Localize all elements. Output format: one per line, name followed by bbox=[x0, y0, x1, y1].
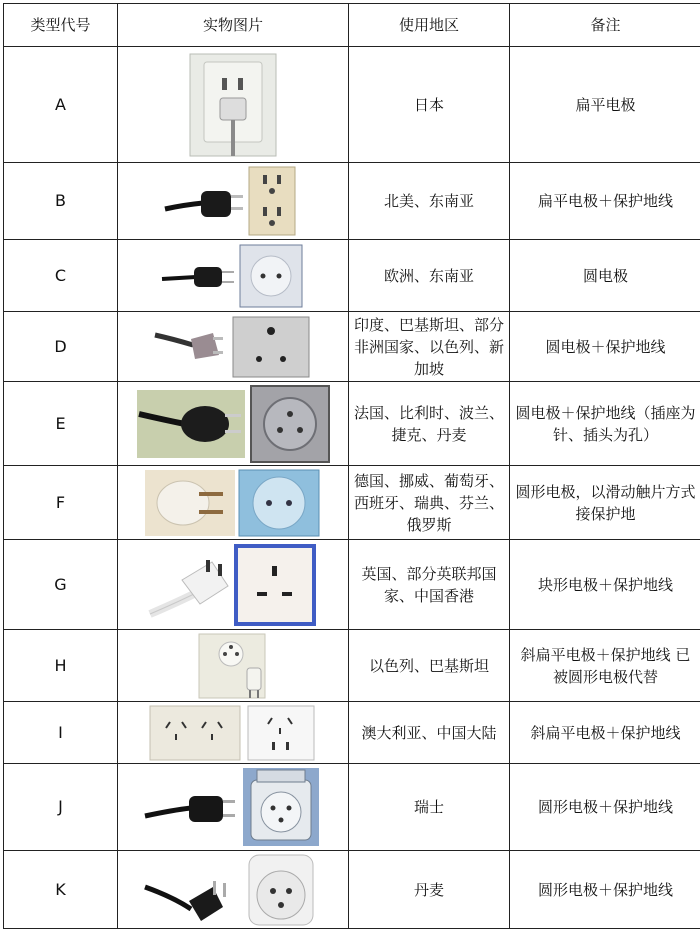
type-code: E bbox=[4, 382, 118, 466]
region: 法国、比利时、波兰、捷克、丹麦 bbox=[349, 382, 510, 466]
photo-cell bbox=[118, 851, 349, 929]
note: 块形电极＋保护地线 bbox=[510, 540, 700, 630]
note: 斜扁平电极＋保护地线 已被圆形电极代替 bbox=[510, 630, 700, 702]
note: 扁平电极 bbox=[510, 47, 700, 163]
type-code: J bbox=[4, 764, 118, 851]
table-row bbox=[4, 382, 700, 466]
french-plug-socket-image bbox=[135, 384, 331, 464]
note: 圆电极＋保护地线（插座为针、插头为孔） bbox=[510, 382, 700, 466]
table-row bbox=[4, 630, 700, 702]
photo-cell bbox=[118, 47, 349, 163]
photo-cell bbox=[118, 764, 349, 851]
photo-cell bbox=[118, 466, 349, 540]
note: 圆电极 bbox=[510, 240, 700, 312]
table-row bbox=[4, 47, 700, 163]
photo-cell bbox=[118, 163, 349, 240]
uk-plug-socket-image bbox=[148, 542, 318, 628]
table-row bbox=[4, 240, 700, 312]
photo-cell bbox=[118, 540, 349, 630]
table-row bbox=[4, 312, 700, 382]
us-plug-socket-image bbox=[163, 165, 303, 237]
type-code: H bbox=[4, 630, 118, 702]
table-row bbox=[4, 163, 700, 240]
japan-socket-image bbox=[188, 52, 278, 158]
photo-cell bbox=[118, 382, 349, 466]
photo-cell bbox=[118, 312, 349, 382]
israel-socket-plug-image bbox=[173, 632, 293, 700]
type-code: G bbox=[4, 540, 118, 630]
table-row bbox=[4, 851, 700, 929]
note: 圆形电极，以滑动触片方式接保护地 bbox=[510, 466, 700, 540]
header-photo: 实物图片 bbox=[118, 4, 349, 47]
table-row bbox=[4, 466, 700, 540]
german-plug-socket-image bbox=[143, 468, 323, 538]
region: 德国、挪威、葡萄牙、西班牙、瑞典、芬兰、俄罗斯 bbox=[349, 466, 510, 540]
type-code: D bbox=[4, 312, 118, 382]
region: 瑞士 bbox=[349, 764, 510, 851]
header-note: 备注 bbox=[510, 4, 700, 47]
note: 圆形电极＋保护地线 bbox=[510, 851, 700, 929]
type-code: C bbox=[4, 240, 118, 312]
region: 日本 bbox=[349, 47, 510, 163]
table-row bbox=[4, 540, 700, 630]
swiss-plug-socket-image bbox=[143, 766, 323, 848]
note: 圆形电极＋保护地线 bbox=[510, 764, 700, 851]
photo-cell bbox=[118, 630, 349, 702]
photo-cell bbox=[118, 702, 349, 764]
region: 英国、部分英联邦国家、中国香港 bbox=[349, 540, 510, 630]
header-region: 使用地区 bbox=[349, 4, 510, 47]
region: 澳大利亚、中国大陆 bbox=[349, 702, 510, 764]
type-code: I bbox=[4, 702, 118, 764]
header-row bbox=[4, 4, 700, 47]
region: 北美、东南亚 bbox=[349, 163, 510, 240]
region: 丹麦 bbox=[349, 851, 510, 929]
note: 圆电极＋保护地线 bbox=[510, 312, 700, 382]
note: 斜扁平电极＋保护地线 bbox=[510, 702, 700, 764]
plug-type-table bbox=[3, 3, 700, 929]
type-code: A bbox=[4, 47, 118, 163]
type-code: F bbox=[4, 466, 118, 540]
photo-cell bbox=[118, 240, 349, 312]
india-plug-socket-image bbox=[153, 315, 313, 379]
table-row bbox=[4, 702, 700, 764]
region: 以色列、巴基斯坦 bbox=[349, 630, 510, 702]
note: 扁平电极＋保护地线 bbox=[510, 163, 700, 240]
australia-china-socket-image bbox=[148, 704, 318, 762]
euro-plug-socket-image bbox=[160, 243, 306, 309]
type-code: B bbox=[4, 163, 118, 240]
table-row bbox=[4, 764, 700, 851]
header-type-code: 类型代号 bbox=[4, 4, 118, 47]
type-code: K bbox=[4, 851, 118, 929]
region: 欧洲、东南亚 bbox=[349, 240, 510, 312]
region: 印度、巴基斯坦、部分非洲国家、以色列、新加坡 bbox=[349, 312, 510, 382]
danish-plug-socket-image bbox=[143, 853, 323, 927]
